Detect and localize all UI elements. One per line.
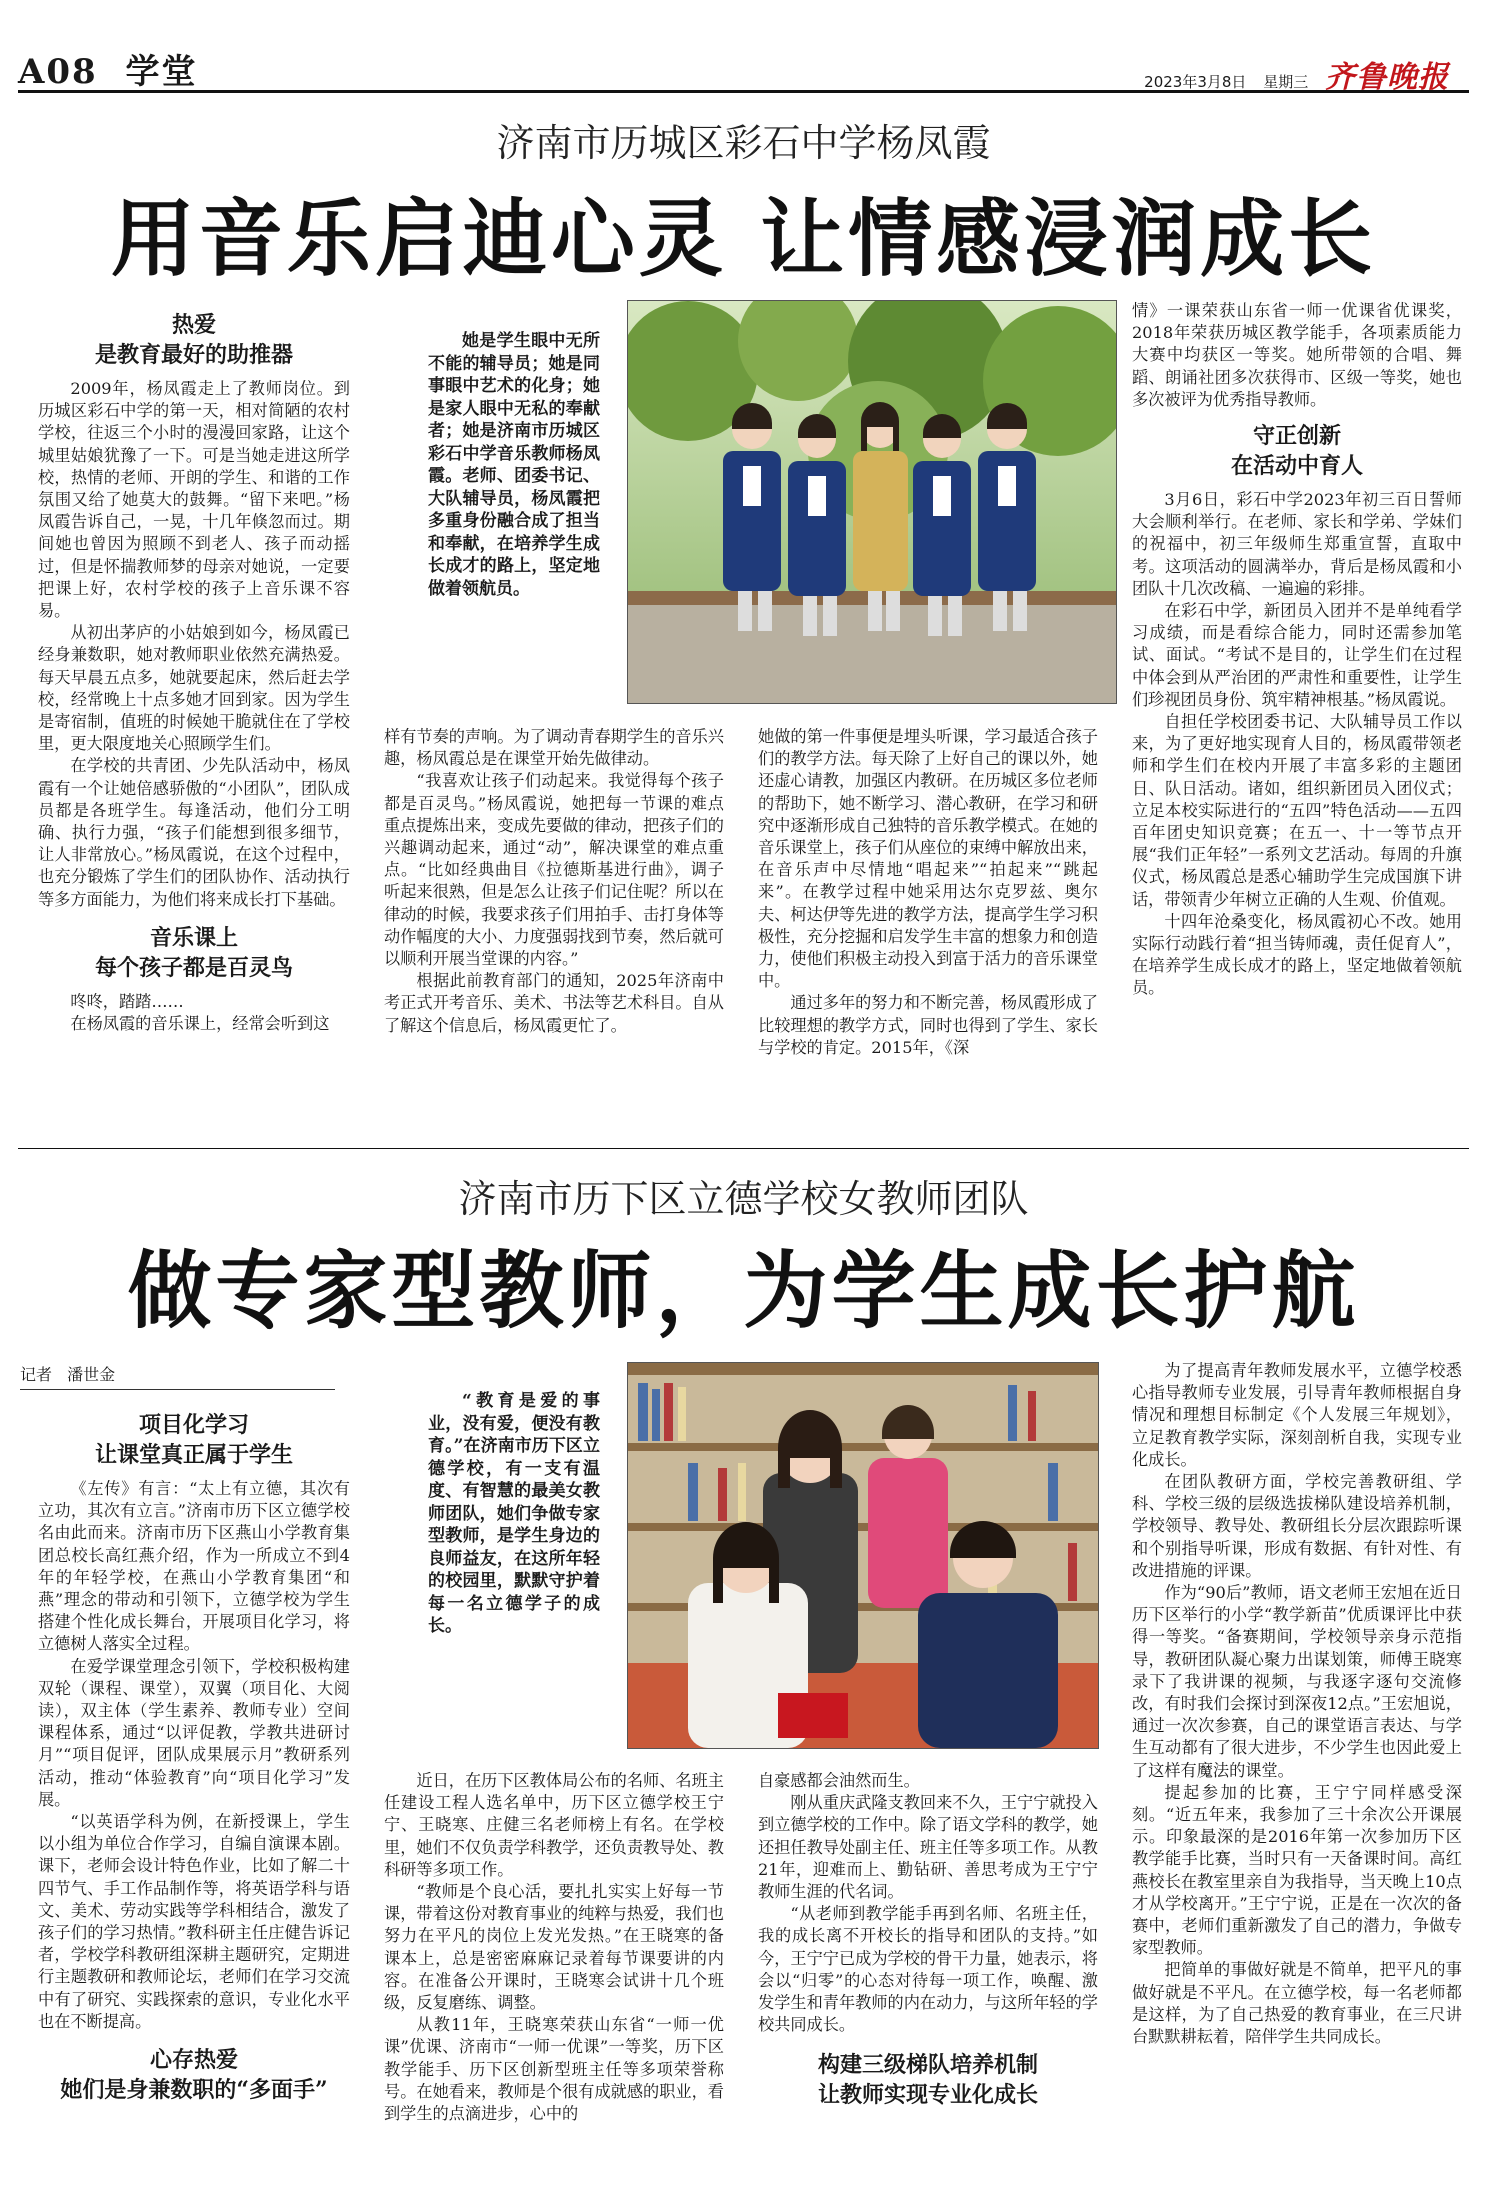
article2-photo-caption: “教育是爱的事业，没有爱，便没有教育。”在济南市历下区立德学校，有一支有温度、有智慧的最美女教师团队，她们争做专家型教师，是学生身边的良师益友，在这所年轻的校园里，默默守护着每一名立德学子的成长。 bbox=[428, 1391, 600, 1636]
article1-col1 bbox=[38, 300, 350, 1035]
article2-photo bbox=[627, 1362, 1099, 1749]
paragraph: 自担任学校团委书记、大队辅导员工作以来，为了更好地实现育人目的，杨凤霞带领老师和学生们在校内开展了丰富多彩的主题团日、队日活动。诸如，组织新团员入团仪式；立足本校实际进行的“五四”特色活动——五四百年团史知识竞赛；在五一、十一等节点开展“我们正年轻”一系列文艺活动。每周的升旗仪式，杨凤霞总是悉心辅助学生完成国旗下讲话，带领青少年树立正确的人生观、价值观。 bbox=[1132, 712, 1462, 909]
article1-subhead3: 守正创新 在活动中育人 bbox=[1230, 423, 1363, 480]
byline-name: 潘世金 bbox=[67, 1365, 116, 1384]
issue-weekday: 星期三 bbox=[1263, 73, 1309, 91]
paragraph: 提起参加的比赛，王宁宁同样感受深刻。“近五年来，我参加了三十余次公开课展示。印象最深的是2016年第一次参加历下区教学能手比赛，当时只有一天备课时间。高红燕校长在教室里亲自为我指导，当天晚上10点才从学校离开。”王宁宁说，正是在一次次的备赛中，老师们重新激发了自己的潜力，争做专家型教师。 bbox=[1132, 1782, 1462, 1958]
paragraph: 3月6日，彩石中学2023年初三百日誓师大会顺利举行。在老师、家长和学弟、学妹们的祝福中，初三年级师生郑重宣誓，直取中考。这项活动的圆满举办，背后是杨凤霞和小团队十几次改稿、一遍遍的彩排。 bbox=[1132, 490, 1462, 598]
paragraph: 2009年，杨凤霞走上了教师岗位。到历城区彩石中学的第一天，相对简陋的农村学校，往返三个小时的漫漫回家路，让这个城里姑娘犹豫了一下。可是当她走进这所学校，热情的老师、开朗的学生、和谐的工作氛围又给了她莫大的鼓舞。“留下来吧。”杨凤霞告诉自己，一晃，十几年倏忽而过。期间她也曾因为照顾不到老人、孩子而动摇过，但是怀揣教师梦的母亲对她说，一定要把课上好，农村学校的孩子上音乐课不容易。 bbox=[38, 379, 350, 621]
paragraph: 在爱学课堂理念引领下，学校积极构建双轮（课程、课堂），双翼（项目化、大阅读），双主体（学生素养、教师专业）空间课程体系，通过“以评促教，学教共进研讨月”“项目促评，团队成果展示月”教研系列活动，推动“体验教育”向“项目化学习”发展。 bbox=[38, 1656, 350, 1809]
article2-kicker: 济南市历下区立德学校女教师团队 bbox=[458, 1177, 1029, 1221]
article1-col4 bbox=[1132, 300, 1462, 1000]
article2-col3 bbox=[758, 1770, 1098, 2118]
article1-headline: 用音乐启迪心灵 让情感浸润成长 bbox=[110, 189, 1377, 288]
paragraph: 通过多年的努力和不断完善，杨凤霞形成了比较理想的教学方式，同时也得到了学生、家长与学校的肯定。2015年，《深 bbox=[758, 993, 1098, 1057]
paragraph: 刚从重庆武隆支教回来不久，王宁宁就投入到立德学校的工作中。除了语文学科的教学，她还担任教导处副主任、班主任等多项工作。从教21年，迎难而上、勤钻研、善思考成为王宁宁教师生涯的代名词。 bbox=[758, 1793, 1098, 1902]
article1-col3 bbox=[758, 726, 1098, 1059]
paragraph: “教师是个良心活，要扎扎实实上好每一节课，带着这份对教育事业的纯粹与热爱，我们也努力在平凡的岗位上发光发热。”在王晓寒的备课本上，总是密密麻麻记录着每节课要讲的内容。在准备公开课时，王晓寒会试讲十几个班级，反复磨练、调整。 bbox=[384, 1882, 724, 2013]
article1-photo bbox=[627, 300, 1117, 704]
article2-subhead2: 心存热爱 她们是身兼数职的“多面手” bbox=[60, 2047, 328, 2104]
paragraph: 她做的第一件事便是埋头听课，学习最适合孩子们的教学方法。每天除了上好自己的课以外，她还虚心请教，加强区内教研。在历城区多位老师的帮助下，她不断学习、潜心教研，在学习和研究中逐渐形成自己独特的音乐教学模式。在她的音乐课堂上，孩子们从座位的束缚中解放出来，在音乐声中尽情地“唱起来”“拍起来”“跳起来”。在教学过程中她采用达尔克罗兹、奥尔夫、柯达伊等先进的教学方法，提高学生学习积极性，充分挖掘和启发学生丰富的想象力和创造力，使他们积极主动投入到富于活力的音乐课堂中。 bbox=[758, 727, 1098, 991]
teacher-team-photo bbox=[628, 1363, 1098, 1748]
paragraph: “以英语学科为例，在新授课上，学生以小组为单位合作学习，自编自演课本剧。课下，老师会设计特色作业，比如了解二十四节气、手工作品制作等，将英语学科与语文、美术、劳动实践等学科相结合，激发了孩子们的学习热情。”教科研主任庄健告诉记者，学校学科教研组深耕主题研究，定期进行主题教研和教师论坛，老师们在学习交流中有了研究、实践探索的意识，专业化水平也在不断提高。 bbox=[38, 1812, 350, 2031]
paragraph: 自豪感都会油然而生。 bbox=[758, 1771, 920, 1790]
paragraph: 情》一课荣获山东省一师一优课省优课奖，2018年荣获历城区教学能手，各项素质能力大赛中均获区一等奖。她所带领的合唱、舞蹈、朗诵社团多次获得市、区级一等奖，她也多次被评为优秀指导教师。 bbox=[1132, 301, 1462, 409]
newspaper-logo: 齐鲁晚报 bbox=[1325, 60, 1449, 95]
paragraph: 近日，在历下区教体局公布的名师、名班主任建设工程人选名单中，历下区立德学校王宁宁、王晓寒、庄健三名老师榜上有名。在学校里，她们不仅负责学科教学，还负责教导处、教科研等多项工作。 bbox=[384, 1771, 724, 1879]
article2-col2 bbox=[384, 1770, 724, 2125]
paragraph: 《左传》有言：“太上有立德，其次有立功，其次有立言。”济南市历下区立德学校名由此而来。济南市历下区燕山小学教育集团总校长高红燕介绍，作为一所成立不到4年的年轻学校，在燕山小学教育集团“和燕”理念的带动和引领下，立德学校为学生搭建个性化成长舞台，开展项目化学习，将立德树人落实全过程。 bbox=[38, 1479, 350, 1654]
issue-date: 2023年3月8日 bbox=[1144, 73, 1247, 91]
paragraph: 咚咚，踏踏…… bbox=[70, 991, 184, 1011]
paragraph: 从初出茅庐的小姑娘到如今，杨凤霞已经身兼数职，她对教师职业依然充满热爱。每天早晨五点多，她就要起床，然后赶去学校，经常晚上十点多她才回到家。因为学生是寄宿制，值班的时候她干脆就住在了学校里，更大限度地关心照顾学生们。 bbox=[38, 623, 350, 754]
article2-subhead3: 构建三级梯队培养机制 让教师实现专业化成长 bbox=[817, 2052, 1038, 2109]
page-section-header bbox=[18, 44, 198, 93]
article2-col4 bbox=[1132, 1360, 1462, 2048]
article2-subhead1: 项目化学习 让课堂真正属于学生 bbox=[94, 1412, 293, 1468]
byline-label: 记者 bbox=[20, 1365, 53, 1384]
article1-subhead2: 音乐课上 每个孩子都是百灵鸟 bbox=[94, 924, 293, 981]
paragraph: 在团队教研方面，学校完善教研组、学科、学校三级的层级选拔梯队建设培养机制，学校领导、教导处、教研组长分层次跟踪听课和个别指导听课，形成有数据、有针对性、有改进措施的评课。 bbox=[1132, 1472, 1462, 1580]
byline bbox=[20, 1362, 335, 1390]
paragraph: 在彩石中学，新团员入团并不是单纯看学习成绩，而是看综合能力，同时还需参加笔试、面试。“考试不是目的，让学生们在过程中体会到从严治团的严肃性和重要性，让学生们珍视团员身份、筑牢精神根基。”杨凤霞说。 bbox=[1132, 601, 1462, 709]
teacher-with-students-photo bbox=[628, 301, 1116, 703]
paragraph: 作为“90后”教师，语文老师王宏旭在近日历下区举行的小学“教学新苗”优质课评比中获得一等奖。“备赛期间，学校领导亲身示范指导，教研团队凝心聚力出谋划策，师傅王晓寒录下了我讲课的视频，与我逐字逐句交流修改，有时我们会探讨到深夜12点。”王宏旭说，通过一次次参赛，自己的课堂语言表达、与学生互动都有了很大进步，不少学生也因此爱上了这样有魔法的课堂。 bbox=[1132, 1583, 1462, 1780]
paragraph: 十四年沧桑变化，杨凤霞初心不改。她用实际行动践行着“担当铸师魂，责任促育人”，在培养学生成长成才的路上，坚定地做着领航员。 bbox=[1132, 911, 1462, 998]
paragraph: 样有节奏的声响。为了调动青春期学生的音乐兴趣，杨凤霞总是在课堂开始先做律动。 bbox=[384, 727, 724, 769]
paragraph: “从老师到教学能手再到名师、名班主任，我的成长离不开校长的指导和团队的支持。”如今，王宁宁已成为学校的骨干力量，她表示，将会以“归零”的心态对待每一项工作，唤醒、激发学生和青年教师的内在动力，与这所年轻的学校共同成长。 bbox=[758, 1904, 1098, 2035]
article-divider bbox=[18, 1148, 1469, 1149]
paragraph: “我喜欢让孩子们动起来。我觉得每个孩子都是百灵鸟。”杨凤霞说，她把每一节课的难点重点提炼出来，变成先要做的律动，把孩子们的兴趣调动起来，通过“动”，解决课堂的难点重点。“比如经典曲目《拉德斯基进行曲》，调子听起来很熟，但是怎么让孩子们记住呢？所以在律动的时候，我要求孩子们用拍手、击打身体等动作幅度的大小、力度强弱找到节奏，然后就可以顺利开展当堂课的内容。” bbox=[384, 771, 724, 969]
article1-photo-caption: 她是学生眼中无所不能的辅导员；她是同事眼中艺术的化身；她是家人眼中无私的奉献者；她是济南市历城区彩石中学音乐教师杨凤霞。老师、团委书记、大队辅导员，杨凤霞把多重身份融合成了担当和奉献，在培养学生成长成才的路上，坚定地做着领航员。 bbox=[428, 331, 600, 599]
paragraph: 为了提高青年教师发展水平，立德学校悉心指导教师专业发展，引导青年教师根据自身情况和理想目标制定《个人发展三年规划》，立足教育教学实际，深刻剖析自我，实现专业化成长。 bbox=[1132, 1361, 1462, 1469]
article2-col1 bbox=[38, 1400, 350, 2113]
paragraph: 在学校的共青团、少先队活动中，杨凤霞有一个让她倍感骄傲的“小团队”，团队成员都是各班学生。每逢活动，他们分工明确、执行力强，“孩子们能想到很多细节，让人非常放心。”杨凤霞说，在这个过程中，也充分锻炼了学生们的团队协作、活动执行等多方面能力，为他们将来成长打下基础。 bbox=[38, 756, 350, 909]
section-name: 学堂 bbox=[125, 52, 198, 92]
paragraph: 把简单的事做好就是不简单，把平凡的事做好就是不平凡。在立德学校，每一名老师都是这样，为了自己热爱的教育事业，在三尺讲台默默耕耘着，陪伴学生共同成长。 bbox=[1132, 1960, 1462, 2047]
paragraph: 在杨凤霞的音乐课上，经常会听到这 bbox=[70, 1014, 330, 1034]
article2-headline: 做专家型教师，为学生成长护航 bbox=[127, 1241, 1360, 1340]
paragraph: 根据此前教育部门的通知，2025年济南中考正式开考音乐、美术、书法等艺术科目。自从了解这个信息后，杨凤霞更忙了。 bbox=[384, 971, 724, 1035]
article1-col2 bbox=[384, 726, 724, 1037]
article1-subhead1: 热爱 是教育最好的助推器 bbox=[94, 312, 293, 368]
header-rule bbox=[18, 90, 1469, 93]
article1-kicker: 济南市历城区彩石中学杨凤霞 bbox=[496, 121, 991, 165]
paragraph: 从教11年，王晓寒荣获山东省“一师一优课”优课、济南市“一师一优课”一等奖，历下区教学能手、历下区创新型班主任等多项荣誉称号。在她看来，教师是个很有成就感的职业，看到学生的点滴进步，心中的 bbox=[384, 2015, 724, 2124]
page-number: A08 bbox=[18, 52, 98, 92]
